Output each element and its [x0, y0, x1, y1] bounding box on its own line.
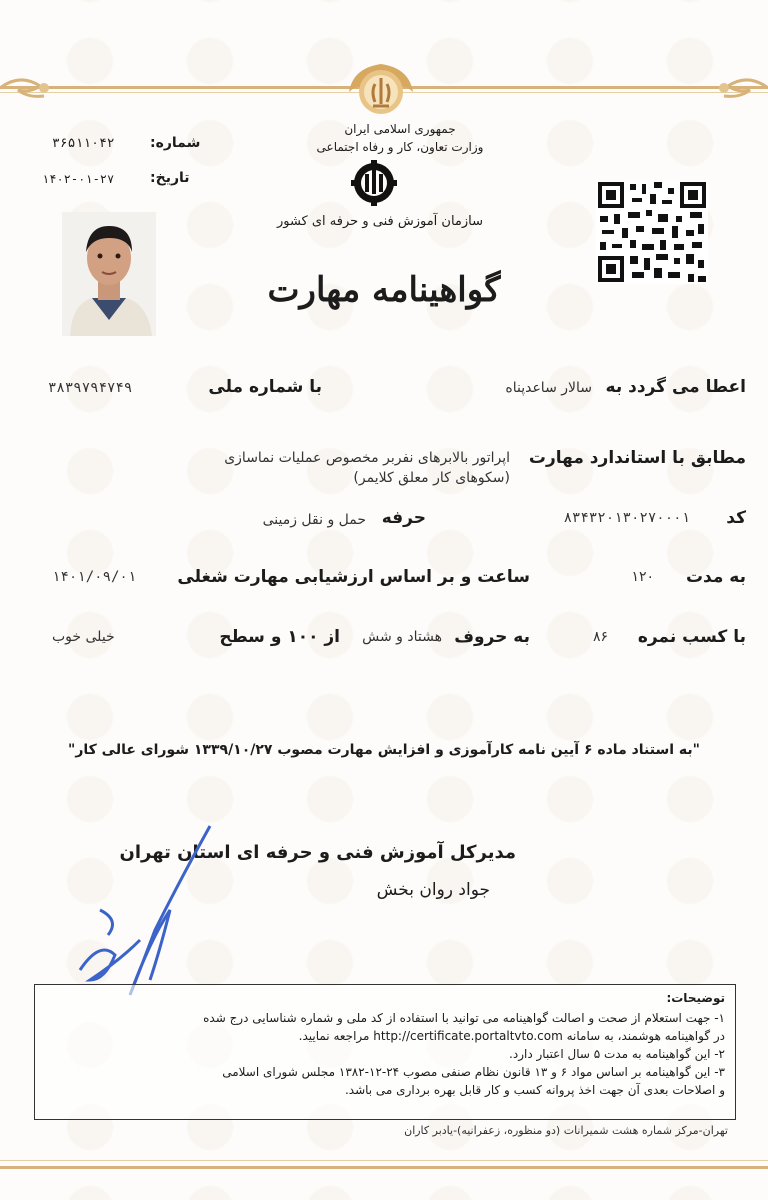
national-id: ۳۸۳۹۷۹۴۷۴۹ — [48, 380, 133, 396]
notes-heading: توضیحات: — [666, 991, 725, 1005]
code-label: کد — [726, 508, 746, 528]
score-value: ۸۶ — [592, 629, 608, 645]
grade-level: خیلی خوب — [52, 629, 115, 645]
ministry-name: وزارت تعاون، کار و رفاه اجتماعی — [316, 140, 484, 154]
issue-date-label: تاریخ: — [150, 170, 190, 186]
score-label: با کسب نمره — [637, 627, 746, 647]
iran-emblem-icon — [345, 62, 417, 120]
duration-hours: ۱۲۰ — [631, 569, 654, 585]
signature-icon — [60, 820, 230, 1010]
footer-address: تهران-مرکز شماره هشت شمیرانات (دو منظوره، زعفرانیه)-یادبر کاران — [404, 1124, 728, 1137]
score-in-words: هشتاد و شش — [362, 629, 442, 645]
tvto-logo-icon — [345, 158, 403, 208]
note-3: ۳- این گواهینامه بر اساس مواد ۶ و ۱۳ قانون نظام صنفی مصوب ۲۴-۱۲-۱۳۸۲ مجلس شورای اسلامی — [222, 1065, 725, 1079]
signatory-title: مدیرکل آموزش فنی و حرفه ای استان تهران — [119, 842, 516, 863]
duration-label: به مدت — [685, 567, 746, 587]
ornament-right-icon — [708, 68, 768, 118]
notes-box — [34, 984, 736, 1120]
trade-value: حمل و نقل زمینی — [262, 512, 366, 528]
holder-photo — [62, 212, 156, 336]
certificate-number-label: شماره: — [150, 135, 201, 151]
note-1: ۱- جهت استعلام از صحت و اصالت گواهینامه می توانید با استفاده از کد ملی و شماره شناسایی درج شده — [203, 1011, 725, 1025]
standard-code: ۸۳۴۳۲۰۱۳۰۲۷۰۰۰۱ — [563, 510, 690, 526]
bottom-border-inner — [0, 1160, 768, 1161]
standard-label: مطابق با استاندارد مهارت — [528, 448, 746, 468]
ornament-left-icon — [0, 68, 60, 118]
awarded-to-label: اعطا می گردد به — [605, 377, 746, 397]
note-1-cont: در گواهینامه هوشمند، به سامانه http://certificate.portaltvto.com مراجعه نمایید. — [298, 1029, 725, 1043]
note-2: ۲- این گواهینامه به مدت ۵ سال اعتبار دارد. — [509, 1047, 725, 1061]
organization-name: سازمان آموزش فنی و حرفه ای کشور — [276, 214, 484, 229]
bottom-border — [0, 1166, 768, 1169]
signatory-name: جواد روان بخش — [376, 880, 490, 900]
legal-basis: "به استناد ماده ۶ آیین نامه کارآموزی و افزایش مهارت مصوب ۱۳۳۹/۱۰/۲۷ شورای عالی کار" — [68, 742, 700, 758]
trade-label: حرفه — [381, 508, 426, 528]
issue-date: ۱۴۰۲-۰۱-۲۷ — [42, 172, 115, 186]
out-of-label: از ۱۰۰ و سطح — [219, 627, 340, 647]
note-3-cont: و اصلاحات بعدی آن جهت اخذ پروانه کسب و کار قابل بهره برداری می باشد. — [344, 1083, 725, 1097]
qr-code-icon — [596, 180, 708, 284]
holder-name: سالار ساعدپناه — [505, 380, 592, 396]
in-words-label: به حروف — [454, 627, 530, 647]
certificate-number: ۳۶۵۱۱۰۴۲ — [52, 136, 115, 151]
national-id-label: با شماره ملی — [208, 377, 322, 397]
exam-date: ۱۴۰۱/۰۹/۰۱ — [52, 569, 137, 585]
certificate-title: گواهینامه مهارت — [267, 270, 501, 310]
republic-name: جمهوری اسلامی ایران — [344, 122, 456, 136]
duration-text: ساعت و بر اساس ارزشیابی مهارت شغلی — [177, 567, 530, 587]
standard-value: اپراتور بالابرهای نفربر مخصوص عملیات نماسازی (سکوهای کار معلق کلایمر) — [224, 450, 510, 486]
